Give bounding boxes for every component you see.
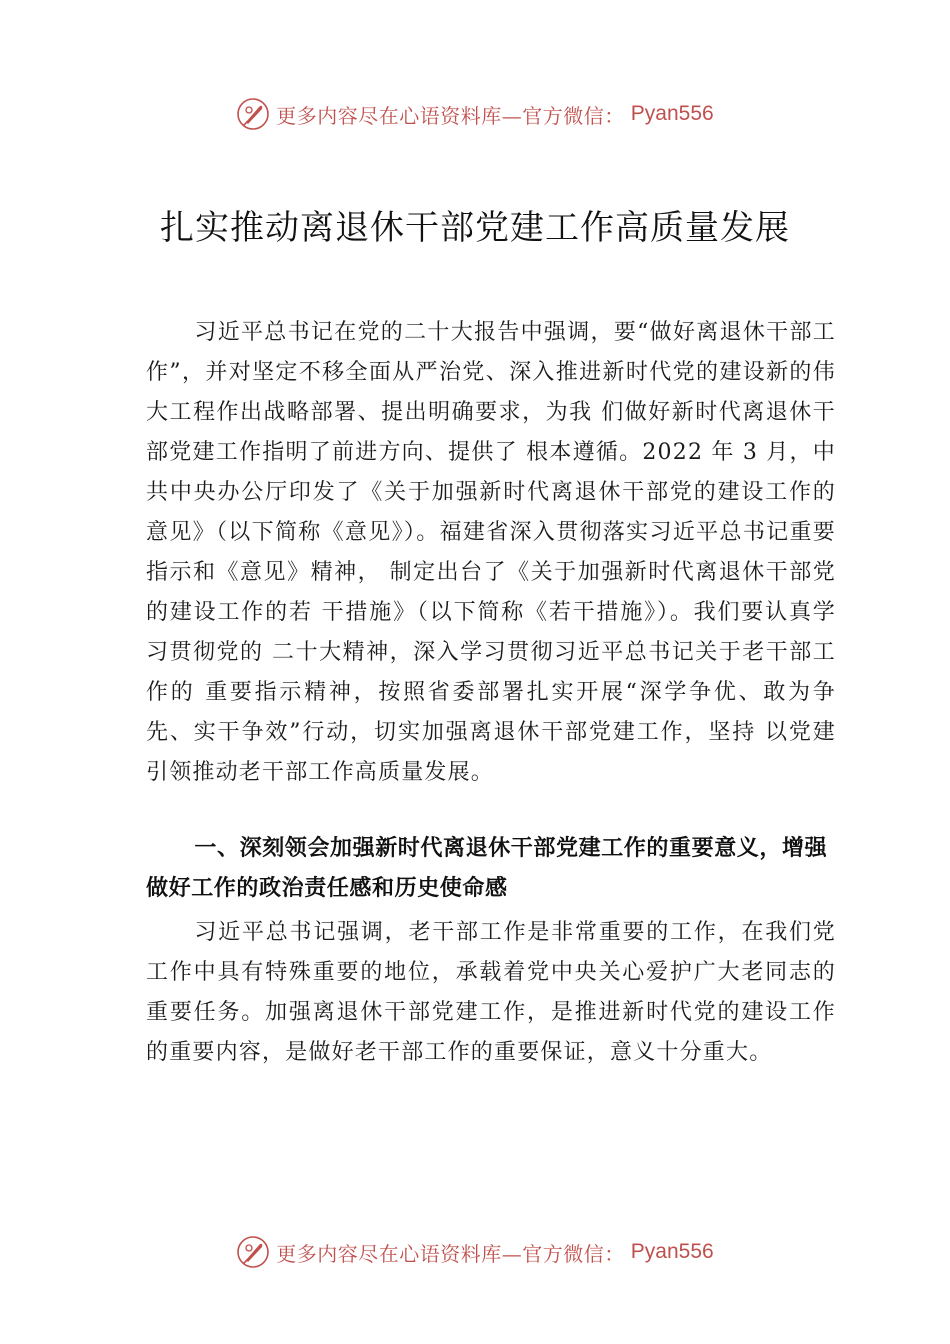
quill-pen-logo-icon (236, 97, 270, 131)
header-banner (0, 94, 950, 134)
quill-pen-logo-icon (236, 1235, 270, 1269)
banner-wechat-id: Pyan556 (630, 102, 714, 125)
footer-banner (0, 1232, 950, 1272)
body-paragraph-2: 习近平总书记强调，老干部工作是非常重要的工作，在我们党工作中具有特殊重要的地位，承载着党中央关心爱护广大老同志的重要任务。加强离退休干部党建工作，是推进新时代党的建设工作的重要内容，是做好老干部工作的重要保证，意义十分重大。 (146, 920, 836, 1065)
banner-text: 更多内容尽在心语资料库—官方微信： (276, 1241, 625, 1266)
body-paragraph-1: 习近平总书记在党的二十大报告中强调，要“做好离退休干部工作”，并对坚定不移全面从严治党、深入推进新时代党的建设新的伟大工程作出战略部署、提出明确要求，为我 们做好新时代离退休干部党建工作指明了前进方向、提供了 根本遵循。2022 年 3 月，中共中央办公厅印发了《关于加强新时代离退休干部党的建设工作的意见》（以下简称《意见》）。福建省深入贯彻落实习近平总书记重要指示和《意见》精神， 制定出台了《关于加强新时代离退休干部党的建设工作的若 干措施》（以下简称《若干措施》）。我们要认真学习贯彻党的 二十大精神，深入学习贯彻习近平总书记关于老干部工作的 重要指示精神，按照省委部署扎实开展“深学争优、敢为争 先、实干争效”行动，切实加强离退休干部党建工作，坚持 以党建引领推动老干部工作高质量发展。 (146, 320, 836, 785)
section-heading-1: 一、深刻领会加强新时代离退休干部党建工作的重要意义，增强做好工作的政治责任感和历史使命感 (146, 836, 828, 901)
document-title: 扎实推动离退休干部党建工作高质量发展 (160, 208, 790, 248)
banner-text: 更多内容尽在心语资料库—官方微信： (276, 103, 625, 128)
banner-wechat-id: Pyan556 (630, 1240, 714, 1263)
